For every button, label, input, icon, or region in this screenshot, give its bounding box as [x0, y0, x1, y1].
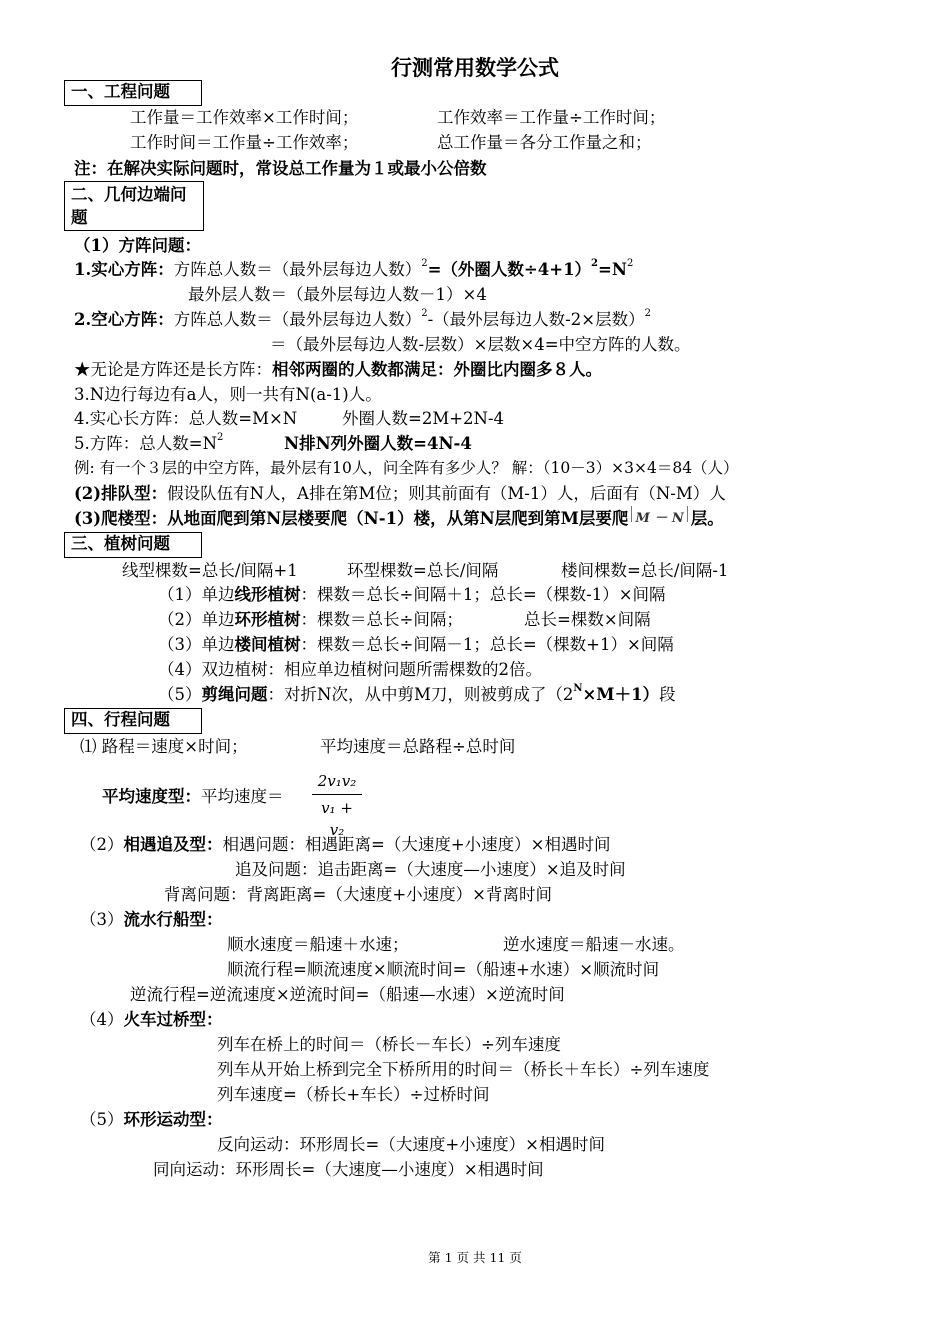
- label: 火车过桥型：: [123, 1010, 223, 1029]
- formula-text: ×M＋1）: [582, 685, 660, 704]
- formula-text: -（最外层每边人数-2×层数）: [427, 310, 645, 329]
- label: 1.实心方阵：: [74, 260, 174, 279]
- subheading: [74, 233, 201, 258]
- formula-line: [158, 607, 463, 632]
- star-note: [74, 357, 602, 382]
- formula-line: [80, 907, 223, 932]
- superscript: N: [573, 683, 583, 694]
- label: (2)排队型：: [74, 484, 168, 503]
- label: 环形植树: [234, 610, 301, 629]
- formula-line: [320, 734, 515, 759]
- formula-text: 总长=棵数×间隔: [524, 610, 651, 629]
- formula-line: [80, 1007, 223, 1032]
- formula-line: [74, 307, 651, 332]
- formula-text: 同向运动：环形周长=（大速度—小速度）×相遇时间: [153, 1160, 544, 1179]
- formula-text: 平均速度＝: [201, 787, 284, 806]
- formula-text: 工作时间＝工作量÷工作效率；: [130, 133, 359, 152]
- formula-text: 假设队伍有N人，A排在第M位；则其前面有（M-1）人，后面有（N-M）人: [167, 484, 726, 503]
- formula-line: [74, 382, 382, 407]
- formula-text: ＝（最外层每边人数-层数）×层数×4=中空方阵的人数。: [270, 335, 691, 354]
- formula-text: 外圈人数=2M+2N-4: [342, 409, 505, 428]
- formula-text: 总工作量＝各分工作量之和；: [437, 133, 652, 152]
- abs-bar-left: [631, 506, 632, 522]
- formula-line: [122, 558, 298, 583]
- formula-text: 顺流行程=顺流速度×顺流时间=（船速+水速）×顺流时间: [227, 960, 660, 979]
- formula-line: [130, 130, 358, 155]
- formula-text: 列车从开始上桥到完全下桥所用的时间＝（桥长＋车长）÷列车速度: [217, 1060, 710, 1079]
- formula-line: [158, 657, 542, 682]
- formula-text: 段: [659, 685, 676, 704]
- formula-line: [74, 481, 726, 506]
- formula-text: =N: [598, 260, 627, 279]
- section-heading-tree-planting: 三、植树问题: [64, 532, 202, 558]
- formula-line: [347, 558, 498, 583]
- label: 流水行船型：: [123, 910, 223, 929]
- formula-line: [217, 1032, 561, 1057]
- label: 楼间植树: [234, 635, 301, 654]
- formula-line: [503, 932, 685, 957]
- formula-line: [284, 431, 472, 456]
- formula-line: [270, 332, 691, 357]
- formula-text: ：对折N次，从中剪M刀，则被剪成了（2: [267, 685, 574, 704]
- superscript: 2: [591, 258, 599, 269]
- formula-line: [102, 784, 284, 809]
- fraction-bar: [312, 794, 362, 795]
- superscript: 2: [421, 258, 428, 269]
- formula-line: [158, 632, 674, 657]
- superscript: 2: [644, 308, 651, 319]
- formula-text: 背离问题：背离距离=（大速度+小速度）×背离时间: [164, 885, 552, 904]
- formula-text: 方阵总人数＝（最外层每边人数）: [173, 260, 422, 279]
- page-title: 行测常用数学公式: [391, 55, 559, 80]
- label: 平均速度型：: [102, 787, 201, 806]
- label: 线形植树: [234, 585, 301, 604]
- subheading-text: （1）方阵问题：: [74, 236, 201, 255]
- formula-text: 方阵总人数＝（最外层每边人数）: [173, 310, 422, 329]
- formula-text: 逆流行程=逆流速度×逆流时间=（船速—水速）×逆流时间: [130, 985, 565, 1004]
- formula-line: [217, 1132, 605, 1157]
- formula-text: 顺水速度＝船速＋水速；: [227, 935, 409, 954]
- formula-line: [217, 1057, 709, 1082]
- formula-line: [158, 682, 676, 707]
- formula-text: ⑴ 路程＝速度×时间；: [80, 737, 248, 756]
- section-heading-geometry: 二、几何边端问题: [64, 181, 204, 231]
- formula-text: 5.方阵：总人数=N: [74, 434, 218, 453]
- fraction-numerator: 2v₁v₂: [317, 772, 357, 790]
- formula-line: [561, 558, 728, 583]
- section-heading-engineering: 一、工程问题: [64, 80, 202, 106]
- formula-text: （2）: [80, 835, 124, 854]
- formula-text: =（外圈人数÷4+1）: [427, 260, 592, 279]
- formula-text: (3)爬楼型：从地面爬到第N层楼要爬（N-1）楼，从第N层爬到第M层要爬: [74, 509, 629, 528]
- formula-line: [80, 832, 610, 857]
- note-line: [74, 156, 487, 181]
- formula-text: ：棵数＝总长÷间隔－1；总长=（棵数+1）×间隔: [300, 635, 674, 654]
- formula-line: [227, 957, 659, 982]
- formula-text: 层。: [690, 509, 724, 528]
- formula-text: 线型棵数=总长/间隔+1: [122, 561, 298, 580]
- formula-text: 列车在桥上的时间＝（桥长－车长）÷列车速度: [217, 1035, 561, 1054]
- formula-text: 平均速度＝总路程÷总时间: [320, 737, 516, 756]
- example-line: [74, 456, 739, 481]
- formula-line: [74, 257, 633, 282]
- formula-text: （1）单边: [158, 585, 235, 604]
- superscript: 2: [421, 308, 428, 319]
- formula-text: （2）单边: [158, 610, 235, 629]
- formula-text: （3）单边: [158, 635, 235, 654]
- abs-expression: M － N: [635, 511, 684, 526]
- formula-line: [130, 982, 565, 1007]
- formula-text: ：棵数＝总长÷间隔＋1；总长=（棵数-1）×间隔: [300, 585, 666, 604]
- formula-line: [153, 1157, 544, 1182]
- formula-line: [74, 431, 223, 456]
- formula-text: 列车速度=（桥长+车长）÷过桥时间: [217, 1085, 490, 1104]
- formula-text: （3）: [80, 910, 124, 929]
- average-speed-fraction: [312, 770, 362, 839]
- formula-text: （4）: [80, 1010, 124, 1029]
- formula-line: [217, 1082, 489, 1107]
- abs-bar-right: [687, 506, 688, 522]
- formula-line: [235, 857, 626, 882]
- formula-line: [158, 582, 666, 607]
- formula-text: 4.实心长方阵：总人数=M×N: [74, 409, 298, 428]
- formula-text: 反向运动：环形周长=（大速度+小速度）×相遇时间: [217, 1135, 605, 1154]
- formula-line: [130, 105, 358, 130]
- formula-text: （4）双边植树：相应单边植树问题所需棵数的2倍。: [158, 660, 542, 679]
- example-text: 例: 有一个３层的中空方阵，最外层有10人，问全阵有多少人？ 解：（10－3）×3×4＝84（人）: [74, 459, 739, 477]
- formula-text: 工作量＝工作效率×工作时间；: [130, 108, 359, 127]
- formula-line: [227, 932, 409, 957]
- formula-text: （5）: [158, 685, 202, 704]
- note-text: 注：在解决实际问题时，常设总工作量为１或最小公倍数: [74, 159, 487, 178]
- formula-text: 逆水速度＝船速－水速。: [503, 935, 685, 954]
- section-heading-travel: 四、行程问题: [64, 708, 202, 734]
- note-text: 相邻两圈的人数都满足：外圈比内圈多８人。: [272, 360, 602, 379]
- formula-line: [74, 506, 724, 531]
- superscript: 2: [626, 258, 634, 269]
- formula-text: 3.N边行每边有a人，则一共有N(a-1)人。: [74, 385, 382, 404]
- note-text: ★无论是方阵还是长方阵：: [74, 360, 272, 379]
- formula-text: 追及问题：追击距离=（大速度—小速度）×追及时间: [235, 860, 626, 879]
- formula-text: （5）: [80, 1110, 124, 1129]
- formula-text: N排N列外圈人数=4N-4: [284, 434, 472, 453]
- formula-line: [80, 734, 248, 759]
- formula-text: 相遇问题：相遇距离=（大速度+小速度）×相遇时间: [222, 835, 611, 854]
- formula-line: [437, 130, 652, 155]
- formula-text: ：棵数＝总长÷间隔；: [300, 610, 463, 629]
- formula-line: [188, 282, 487, 307]
- label: 环形运动型：: [123, 1110, 223, 1129]
- formula-line: [524, 607, 651, 632]
- formula-line: [164, 882, 552, 907]
- formula-line: [74, 406, 297, 431]
- formula-text: 楼间棵数=总长/间隔-1: [561, 561, 729, 580]
- label: 剪绳问题: [201, 685, 268, 704]
- page-footer: 第 1 页 共 11 页: [428, 1250, 522, 1265]
- formula-line: [437, 105, 665, 130]
- fraction-denominator: v₁ + v₂: [321, 799, 353, 839]
- label: 相遇追及型：: [123, 835, 223, 854]
- superscript: 2: [217, 432, 224, 443]
- formula-line: [342, 406, 504, 431]
- formula-text: 最外层人数＝（最外层每边人数－1）×4: [188, 285, 487, 304]
- formula-line: [80, 1107, 223, 1132]
- formula-text: 环型棵数=总长/间隔: [347, 561, 499, 580]
- formula-text: 工作效率＝工作量÷工作时间；: [437, 108, 666, 127]
- label: 2.空心方阵：: [74, 310, 174, 329]
